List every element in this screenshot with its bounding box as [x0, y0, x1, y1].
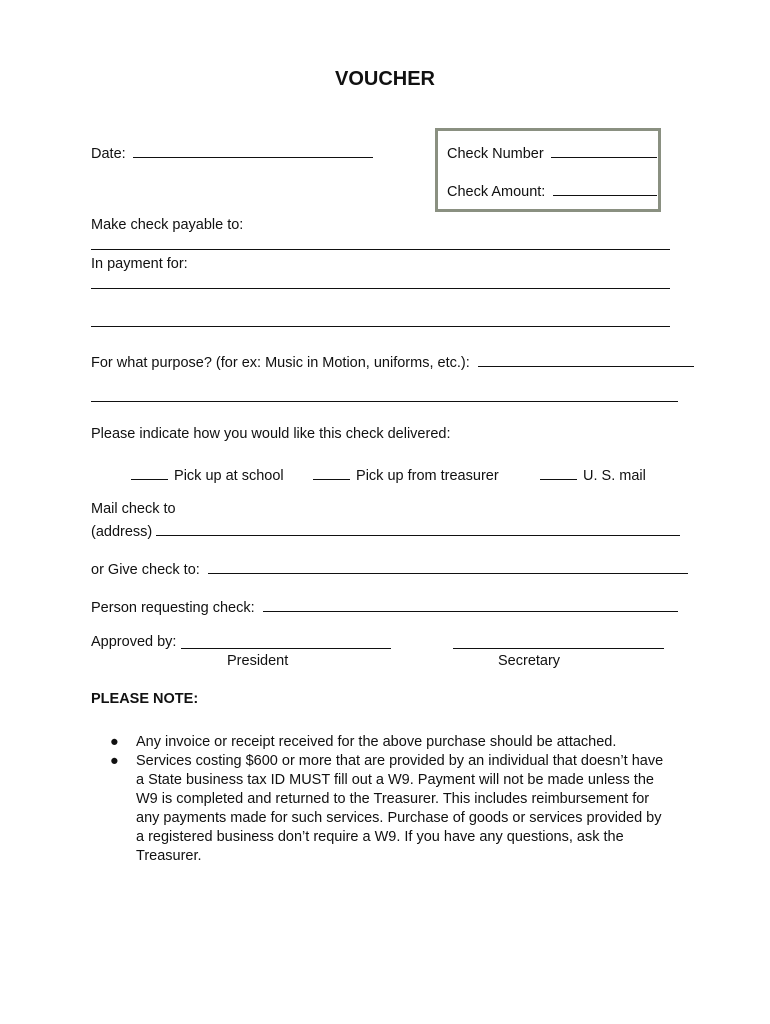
pickup-school-blank[interactable]	[131, 464, 168, 480]
give-label: or Give check to:	[91, 562, 200, 578]
bullet-icon: ●	[110, 734, 119, 750]
requesting-field[interactable]	[263, 596, 678, 612]
delivery-option-us-mail[interactable]	[540, 464, 646, 484]
give-field[interactable]	[208, 558, 688, 574]
purpose-label: For what purpose? (for ex: Music in Motion, uniforms, etc.):	[91, 355, 470, 371]
delivery-option-pickup-treasurer[interactable]	[313, 464, 499, 484]
delivery-label: Please indicate how you would like this check delivered:	[91, 426, 451, 442]
purpose-field[interactable]	[478, 351, 694, 367]
payment-for-field-2[interactable]	[91, 326, 670, 327]
payment-for-field-1[interactable]	[91, 288, 670, 289]
check-number-label: Check Number	[447, 146, 544, 162]
pickup-treasurer-blank[interactable]	[313, 464, 350, 480]
mail-address-row	[91, 520, 680, 540]
secretary-label: Secretary	[498, 653, 561, 669]
secretary-signature-field[interactable]	[453, 648, 664, 649]
payable-field[interactable]	[91, 249, 670, 250]
pickup-treasurer-label: Pick up from treasurer	[356, 468, 499, 484]
requesting-row	[91, 596, 678, 616]
date-label: Date:	[91, 146, 126, 162]
payable-label: Make check payable to:	[91, 217, 244, 233]
check-amount-label: Check Amount:	[447, 184, 546, 200]
date-row	[91, 142, 373, 162]
check-number-field[interactable]	[551, 142, 657, 158]
give-row	[91, 558, 688, 578]
us-mail-blank[interactable]	[540, 464, 577, 480]
president-label: President	[227, 653, 289, 669]
note-item	[108, 752, 668, 866]
approved-label: Approved by:	[91, 634, 177, 650]
requesting-label: Person requesting check:	[91, 600, 255, 616]
us-mail-label: U. S. mail	[583, 468, 646, 484]
check-amount-row	[447, 180, 657, 200]
payment-for-label: In payment for:	[91, 256, 188, 272]
purpose-row	[91, 351, 694, 371]
note-text: Any invoice or receipt received for the above purchase should be attached.	[136, 734, 617, 750]
mail-label: Mail check to	[91, 501, 176, 517]
delivery-option-pickup-school[interactable]	[131, 464, 284, 484]
mail-address-label: (address)	[91, 524, 153, 540]
note-text: Services costing $600 or more that are provided by an individual that doesn’t have a State business tax ID MUST fill out a W9. Payment will not be made unless the W9 is completed and returned to the Treasurer. This includes reimbursement for any payments made for such services. Purchase of goods or services provided by a registered business don’t require a W9. If you have any questions, ask the Treasurer.	[136, 753, 664, 864]
note-heading: PLEASE NOTE:	[91, 691, 199, 707]
president-signature-field[interactable]	[181, 648, 391, 649]
purpose-field-2[interactable]	[91, 401, 678, 402]
bullet-icon: ●	[110, 753, 119, 769]
check-amount-field[interactable]	[553, 180, 657, 196]
date-field[interactable]	[133, 142, 373, 158]
notes-list	[108, 733, 668, 866]
note-item	[108, 733, 668, 752]
check-number-row	[447, 142, 657, 162]
pickup-school-label: Pick up at school	[174, 468, 284, 484]
page-title: VOUCHER	[334, 68, 435, 90]
mail-address-field[interactable]	[156, 520, 680, 536]
